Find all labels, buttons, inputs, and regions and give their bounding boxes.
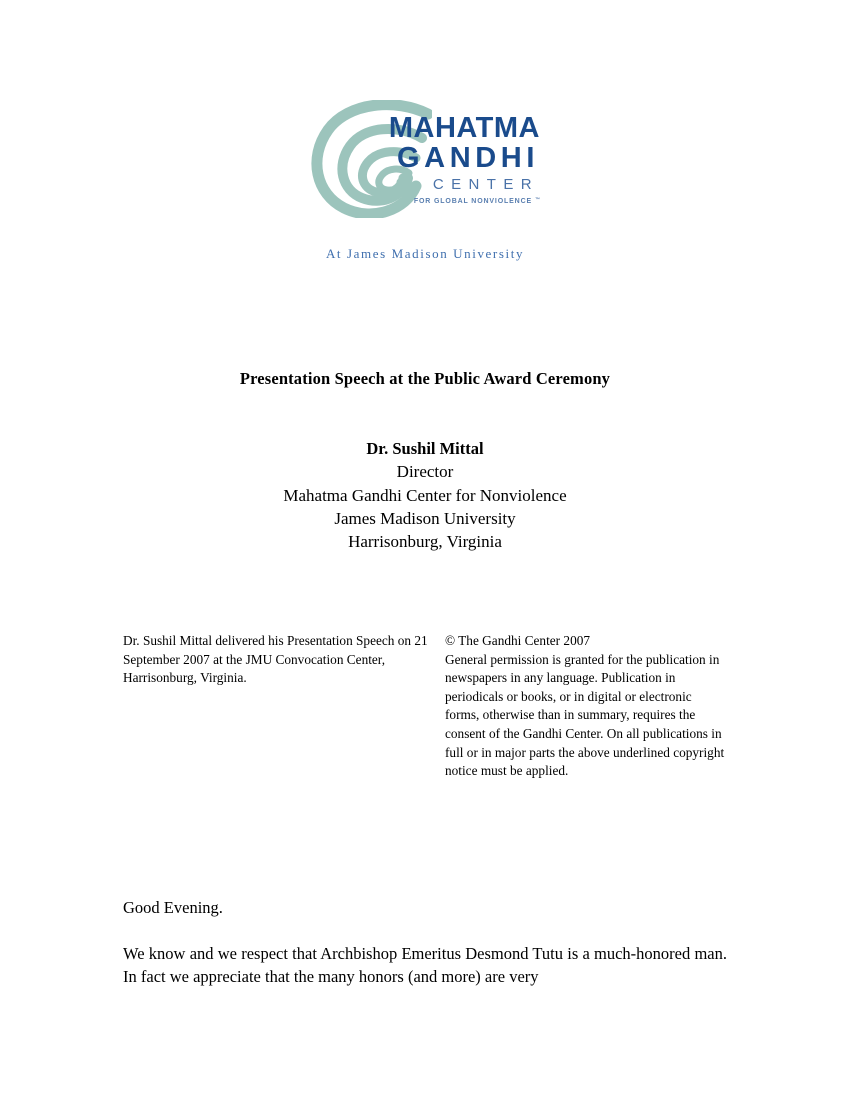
- body-paragraph-2: We know and we respect that Archbishop Emeritus Desmond Tutu is a much-honored man. In fact we appreciate that the many honors (and more) are very: [123, 943, 727, 986]
- delivery-note-text: Dr. Sushil Mittal delivered his Presentation Speech on 21 September 2007 at the JMU Convocation Center, Harrisonburg, Virginia.: [123, 633, 428, 686]
- organization-logo: [0, 100, 850, 262]
- copyright-permission: General permission is granted for the publication in newspapers in any language. Publication in periodicals or books, or in digital or electronic forms, otherwise than in summary, requires the consent of the Gandhi Center. On all publications in full or in major parts the above underlined copyright notice must be applied.: [445, 651, 725, 779]
- delivery-note-column: [123, 632, 445, 781]
- author-location: Harrisonburg, Virginia: [348, 532, 502, 552]
- logo-tagline: [414, 195, 540, 207]
- logo-wordmark: [372, 114, 540, 207]
- logo-line-gandhi: GANDHI: [397, 142, 539, 174]
- logo-subtitle: At James Madison University: [325, 246, 525, 261]
- page-title: Presentation Speech at the Public Award Ceremony: [239, 369, 611, 388]
- copyright-line: © The Gandhi Center 2007: [445, 633, 591, 648]
- notes-section: [123, 632, 727, 781]
- body-paragraph-1: Good Evening.: [123, 898, 223, 917]
- author-institution: James Madison University: [334, 508, 516, 528]
- logo-tagline-text: FOR GLOBAL NONVIOLENCE: [413, 198, 532, 205]
- author-name: Dr. Sushil Mittal: [366, 439, 484, 458]
- author-organization: Mahatma Gandhi Center for Nonviolence: [283, 485, 567, 505]
- author-block: [0, 437, 850, 553]
- logo-line-mahatma: MAHATMA: [388, 112, 540, 144]
- logo-mark: [310, 100, 540, 218]
- body-text: [123, 896, 727, 989]
- trademark-symbol: ™: [535, 197, 540, 203]
- logo-line-center: CENTER: [432, 176, 539, 193]
- copyright-column: [445, 632, 727, 781]
- author-role: Director: [396, 462, 454, 482]
